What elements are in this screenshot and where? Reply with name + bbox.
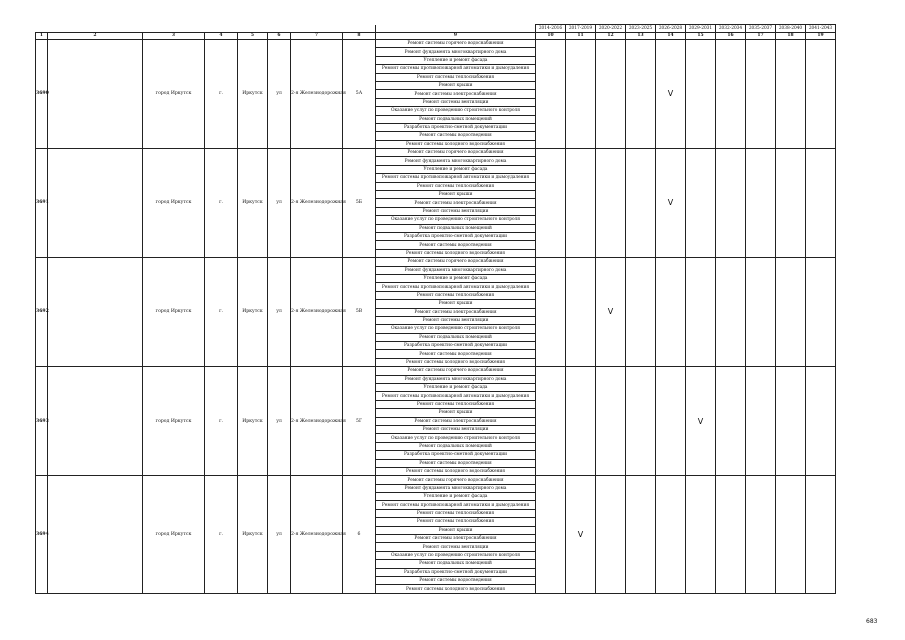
work-type-cell: Ремонт системы противопожарной автоматики и дымоудаления xyxy=(376,65,536,73)
work-type-cell: Ремонт системы водоотведения xyxy=(376,350,536,358)
period-header: 2017-2019 xyxy=(566,25,596,33)
column-number: 14 xyxy=(656,33,686,40)
house-number-cell: 6 xyxy=(343,476,376,593)
work-type-cell: Ремонт системы холодного водоснабжения xyxy=(376,585,536,593)
period-cell xyxy=(776,149,806,258)
street-type-cell: ул xyxy=(268,476,291,593)
work-type-cell: Ремонт системы теплоснабжения xyxy=(376,509,536,517)
work-type-cell: Ремонт системы электроснабжения xyxy=(376,417,536,425)
work-type-cell: Разработка проектно-сметной документации xyxy=(376,568,536,576)
period-cell xyxy=(596,149,626,258)
period-cell xyxy=(806,258,836,367)
period-cell xyxy=(746,476,776,593)
work-type-cell: Ремонт системы водоотведения xyxy=(376,132,536,140)
column-number: 10 xyxy=(536,33,566,40)
settlement-cell: Иркутск xyxy=(238,40,268,149)
column-number: 18 xyxy=(776,33,806,40)
settlement-type-cell: г. xyxy=(205,258,238,367)
work-type-cell: Утепление и ремонт фасада xyxy=(376,493,536,501)
period-cell xyxy=(806,476,836,593)
period-cell xyxy=(746,258,776,367)
work-type-cell: Оказание услуг по проведению строительного контроля xyxy=(376,434,536,442)
column-number: 5 xyxy=(238,33,268,40)
period-cell xyxy=(806,149,836,258)
settlement-type-cell: г. xyxy=(205,149,238,258)
work-type-cell: Ремонт системы вентиляции xyxy=(376,98,536,106)
column-number: 1 xyxy=(36,33,48,40)
period-cell xyxy=(746,367,776,476)
period-cell xyxy=(806,367,836,476)
period-cell xyxy=(596,367,626,476)
work-type-cell: Ремонт системы противопожарной автоматики и дымоудаления xyxy=(376,283,536,291)
column-number: 3 xyxy=(143,33,205,40)
building-id: 3694 xyxy=(36,476,48,593)
work-type-cell: Ремонт крыши xyxy=(376,409,536,417)
house-number-cell: 5В xyxy=(343,258,376,367)
period-cell xyxy=(536,476,566,593)
period-cell xyxy=(656,258,686,367)
work-type-cell: Ремонт системы теплоснабжения xyxy=(376,518,536,526)
page-number: 683 xyxy=(866,618,878,625)
house-number-cell: 5Б xyxy=(343,149,376,258)
settlement-type-cell: г. xyxy=(205,476,238,593)
work-type-cell: Разработка проектно-сметной документации xyxy=(376,342,536,350)
settlement-cell: Иркутск xyxy=(238,476,268,593)
column-number: 16 xyxy=(716,33,746,40)
work-type-cell: Ремонт системы горячего водоснабжения xyxy=(376,258,536,266)
work-type-cell: Ремонт системы электроснабжения xyxy=(376,535,536,543)
work-type-cell: Утепление и ремонт фасада xyxy=(376,165,536,173)
work-type-cell: Ремонт системы вентиляции xyxy=(376,543,536,551)
work-type-cell: Ремонт системы холодного водоснабжения xyxy=(376,140,536,148)
work-type-cell: Ремонт системы водоотведения xyxy=(376,459,536,467)
work-type-cell: Ремонт системы холодного водоснабжения xyxy=(376,249,536,257)
settlement-type-cell: г. xyxy=(205,40,238,149)
period-cell xyxy=(596,476,626,593)
house-number-cell: 5А xyxy=(343,40,376,149)
period-cell xyxy=(716,149,746,258)
period-cell xyxy=(686,476,716,593)
period-cell xyxy=(626,367,656,476)
period-cell xyxy=(566,40,596,149)
work-type-cell: Ремонт системы теплоснабжения xyxy=(376,291,536,299)
period-cell xyxy=(776,258,806,367)
municipality-cell: город Иркутск xyxy=(143,476,205,593)
work-type-cell: Ремонт подвальных помещений xyxy=(376,224,536,232)
period-header: 2038-2040 xyxy=(776,25,806,33)
period-cell xyxy=(536,367,566,476)
work-type-cell: Оказание услуг по проведению строительного контроля xyxy=(376,216,536,224)
empty-cell xyxy=(48,476,143,593)
work-type-cell: Ремонт системы противопожарной автоматики и дымоудаления xyxy=(376,501,536,509)
column-number: 2 xyxy=(48,33,143,40)
period-header: 2023-2025 xyxy=(626,25,656,33)
period-cell xyxy=(746,149,776,258)
work-type-cell: Ремонт фундамента многоквартирного дома xyxy=(376,375,536,383)
street-type-cell: ул xyxy=(268,40,291,149)
work-type-cell: Ремонт системы противопожарной автоматики и дымоудаления xyxy=(376,392,536,400)
work-type-cell: Ремонт подвальных помещений xyxy=(376,333,536,341)
period-cell xyxy=(716,40,746,149)
empty-cell xyxy=(48,258,143,367)
work-type-cell: Ремонт фундамента многоквартирного дома xyxy=(376,266,536,274)
work-type-cell: Ремонт системы горячего водоснабжения xyxy=(376,476,536,484)
settlement-type-cell: г. xyxy=(205,367,238,476)
work-type-cell: Ремонт системы горячего водоснабжения xyxy=(376,149,536,157)
period-header: 2032-2034 xyxy=(716,25,746,33)
column-number: 9 xyxy=(376,33,536,40)
period-cell xyxy=(626,476,656,593)
period-header-row xyxy=(36,25,836,33)
work-type-cell: Ремонт системы вентиляции xyxy=(376,207,536,215)
work-type-cell: Утепление и ремонт фасада xyxy=(376,384,536,392)
period-cell xyxy=(536,258,566,367)
work-type-cell: Ремонт системы холодного водоснабжения xyxy=(376,358,536,366)
work-type-cell: Ремонт системы электроснабжения xyxy=(376,308,536,316)
column-number: 6 xyxy=(268,33,291,40)
period-header: 2035-2037 xyxy=(746,25,776,33)
work-type-cell: Ремонт крыши xyxy=(376,191,536,199)
work-type-cell: Ремонт крыши xyxy=(376,81,536,89)
street-type-cell: ул xyxy=(268,367,291,476)
period-cell xyxy=(656,476,686,593)
period-cell xyxy=(626,149,656,258)
settlement-cell: Иркутск xyxy=(238,258,268,367)
document-sheet xyxy=(35,24,835,594)
column-number: 15 xyxy=(686,33,716,40)
building-id: 3692 xyxy=(36,258,48,367)
period-cell xyxy=(716,367,746,476)
period-cell xyxy=(716,476,746,593)
column-number: 8 xyxy=(343,33,376,40)
work-type-cell: Ремонт системы вентиляции xyxy=(376,425,536,433)
work-type-cell: Ремонт крыши xyxy=(376,300,536,308)
work-type-cell: Ремонт подвальных помещений xyxy=(376,560,536,568)
period-cell xyxy=(596,40,626,149)
period-cell xyxy=(626,40,656,149)
period-cell xyxy=(626,258,656,367)
period-mark: V xyxy=(596,258,626,367)
period-header: 2026-2028 xyxy=(656,25,686,33)
building-id: 3690 xyxy=(36,40,48,149)
period-cell xyxy=(536,40,566,149)
work-row xyxy=(36,367,836,375)
street-cell: 2-я Железнодорожная xyxy=(291,149,343,258)
work-type-cell: Утепление и ремонт фасада xyxy=(376,274,536,282)
period-cell xyxy=(656,367,686,476)
work-row xyxy=(36,149,836,157)
work-type-cell: Ремонт системы вентиляции xyxy=(376,316,536,324)
street-cell: 2-я Железнодорожная xyxy=(291,476,343,593)
work-type-cell: Ремонт системы водоотведения xyxy=(376,577,536,585)
period-mark: V xyxy=(656,149,686,258)
building-id: 3691 xyxy=(36,149,48,258)
work-type-cell: Ремонт системы горячего водоснабжения xyxy=(376,367,536,375)
column-number: 11 xyxy=(566,33,596,40)
street-type-cell: ул xyxy=(268,258,291,367)
street-cell: 2-я Железнодорожная xyxy=(291,40,343,149)
work-type-cell: Ремонт системы теплоснабжения xyxy=(376,400,536,408)
settlement-cell: Иркутск xyxy=(238,367,268,476)
column-number: 19 xyxy=(806,33,836,40)
work-type-cell: Ремонт фундамента многоквартирного дома xyxy=(376,157,536,165)
work-type-cell: Разработка проектно-сметной документации xyxy=(376,123,536,131)
work-row xyxy=(36,476,836,484)
period-mark: V xyxy=(566,476,596,593)
period-cell xyxy=(776,367,806,476)
period-cell xyxy=(746,40,776,149)
work-type-cell: Ремонт системы электроснабжения xyxy=(376,199,536,207)
column-number: 12 xyxy=(596,33,626,40)
work-type-cell: Оказание услуг по проведению строительного контроля xyxy=(376,107,536,115)
municipality-cell: город Иркутск xyxy=(143,149,205,258)
header-blank xyxy=(36,25,376,33)
column-number-row xyxy=(36,33,836,40)
period-cell xyxy=(716,258,746,367)
column-number: 17 xyxy=(746,33,776,40)
period-header: 2020-2022 xyxy=(596,25,626,33)
header-gap xyxy=(376,25,536,33)
street-cell: 2-я Железнодорожная xyxy=(291,258,343,367)
work-type-cell: Ремонт системы холодного водоснабжения xyxy=(376,467,536,475)
work-type-cell: Ремонт системы теплоснабжения xyxy=(376,73,536,81)
empty-cell xyxy=(48,367,143,476)
period-cell xyxy=(686,40,716,149)
work-type-cell: Ремонт системы электроснабжения xyxy=(376,90,536,98)
period-header: 2041-2043 xyxy=(806,25,836,33)
column-number: 4 xyxy=(205,33,238,40)
column-number: 13 xyxy=(626,33,656,40)
work-type-cell: Оказание услуг по проведению строительного контроля xyxy=(376,551,536,559)
work-type-cell: Разработка проектно-сметной документации xyxy=(376,232,536,240)
work-type-cell: Ремонт системы водоотведения xyxy=(376,241,536,249)
period-cell xyxy=(686,258,716,367)
work-type-cell: Ремонт подвальных помещений xyxy=(376,115,536,123)
period-cell xyxy=(776,476,806,593)
work-row xyxy=(36,40,836,48)
period-cell xyxy=(686,149,716,258)
work-type-cell: Ремонт системы теплоснабжения xyxy=(376,182,536,190)
period-mark: V xyxy=(656,40,686,149)
period-mark: V xyxy=(686,367,716,476)
capital-repair-schedule-table xyxy=(35,24,836,594)
work-type-cell: Ремонт крыши xyxy=(376,526,536,534)
work-type-cell: Ремонт системы горячего водоснабжения xyxy=(376,40,536,48)
period-cell xyxy=(776,40,806,149)
work-type-cell: Ремонт фундамента многоквартирного дома xyxy=(376,484,536,492)
work-type-cell: Разработка проектно-сметной документации xyxy=(376,451,536,459)
period-cell xyxy=(806,40,836,149)
period-header: 2029-2031 xyxy=(686,25,716,33)
work-type-cell: Оказание услуг по проведению строительного контроля xyxy=(376,325,536,333)
street-cell: 2-я Железнодорожная xyxy=(291,367,343,476)
building-id: 3693 xyxy=(36,367,48,476)
municipality-cell: город Иркутск xyxy=(143,40,205,149)
house-number-cell: 5Г xyxy=(343,367,376,476)
period-header: 2014-2016 xyxy=(536,25,566,33)
column-number: 7 xyxy=(291,33,343,40)
settlement-cell: Иркутск xyxy=(238,149,268,258)
period-cell xyxy=(566,258,596,367)
municipality-cell: город Иркутск xyxy=(143,258,205,367)
work-type-cell: Утепление и ремонт фасада xyxy=(376,56,536,64)
period-cell xyxy=(536,149,566,258)
period-cell xyxy=(566,149,596,258)
work-row xyxy=(36,258,836,266)
period-cell xyxy=(566,367,596,476)
street-type-cell: ул xyxy=(268,149,291,258)
empty-cell xyxy=(48,40,143,149)
work-type-cell: Ремонт системы противопожарной автоматики и дымоудаления xyxy=(376,174,536,182)
work-type-cell: Ремонт фундамента многоквартирного дома xyxy=(376,48,536,56)
municipality-cell: город Иркутск xyxy=(143,367,205,476)
empty-cell xyxy=(48,149,143,258)
work-type-cell: Ремонт подвальных помещений xyxy=(376,442,536,450)
